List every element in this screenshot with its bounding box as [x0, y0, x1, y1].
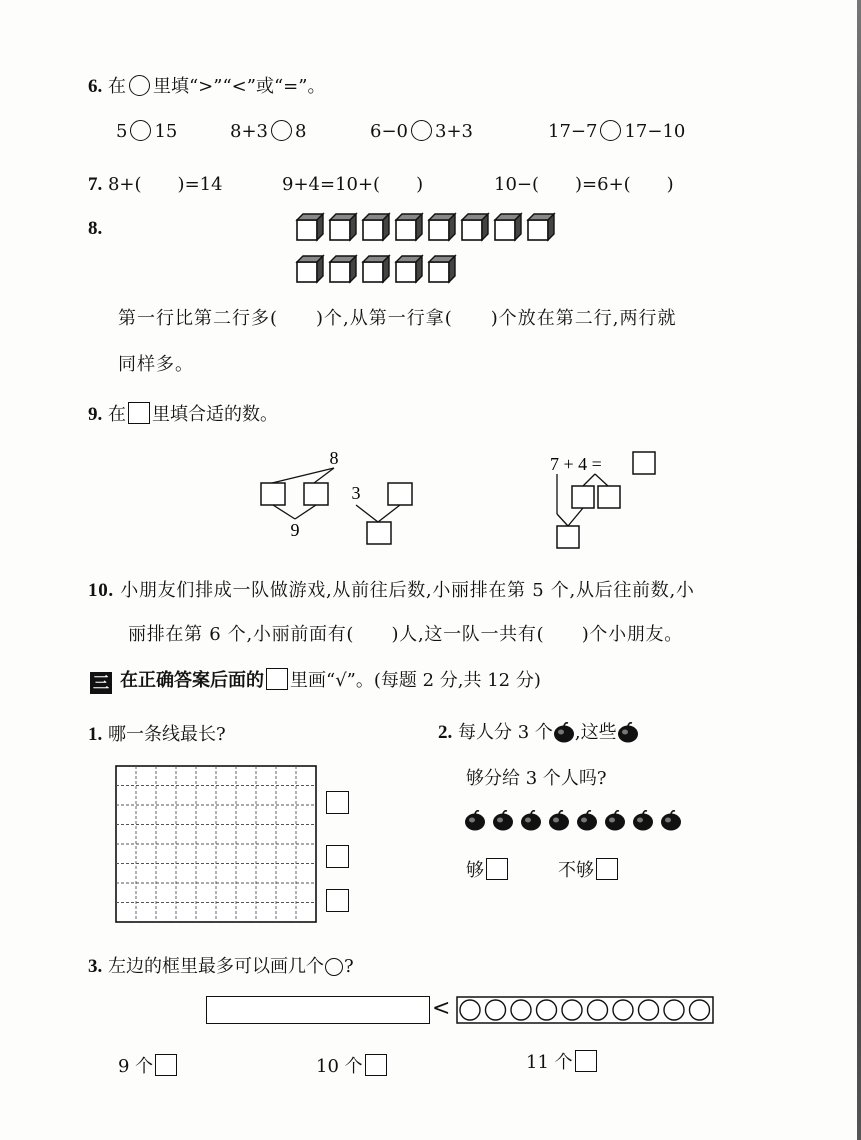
cube-icon	[330, 214, 356, 240]
option-no: 不够	[558, 856, 620, 882]
apple-icon	[617, 721, 639, 743]
option-10: 10 个	[316, 1052, 389, 1078]
circle-icon	[325, 958, 343, 976]
diagram-top-number: 8	[329, 448, 339, 468]
answer-box[interactable]	[326, 845, 349, 868]
cube-icon	[429, 256, 455, 282]
answer-box[interactable]	[557, 526, 579, 548]
problem-1-heading: 1. 哪一条线最长?	[88, 724, 226, 745]
less-than-sign: <	[432, 996, 451, 1021]
answer-box[interactable]	[575, 1050, 597, 1072]
apple-icon	[577, 811, 597, 831]
equation: 9+4=10+( )	[282, 174, 424, 195]
question-10-line-1: 10. 小朋友们排成一队做游戏,从前往后数,小丽排在第 5 个,从后往前数,小	[88, 580, 695, 601]
question-number: 10.	[88, 580, 114, 601]
problem-3-heading: 3. 左边的框里最多可以画几个 ?	[88, 956, 354, 977]
section-badge: 三	[90, 672, 112, 694]
cube-icon	[495, 214, 521, 240]
equation: 10−( )=6+( )	[494, 174, 674, 195]
apple-icon	[661, 811, 681, 831]
square-blank-icon	[266, 668, 288, 690]
apple-icon	[549, 811, 569, 831]
problem-2-line-2: 够分给 3 个人吗?	[466, 768, 607, 789]
cube-icon	[528, 214, 554, 240]
cube-icon	[429, 214, 455, 240]
answer-box[interactable]	[326, 791, 349, 814]
apple-icon	[521, 811, 541, 831]
question-6-heading	[88, 72, 325, 98]
answer-box[interactable]	[572, 486, 594, 508]
question-number: 2.	[438, 722, 453, 743]
apple-icon	[633, 811, 653, 831]
cubes-figure	[295, 212, 595, 288]
question-8-line-1: 第一行比第二行多( )个,从第一行拿( )个放在第二行,两行就	[118, 308, 677, 329]
apple-icon	[493, 811, 513, 831]
question-9-heading: 9. 在 里填合适的数。	[88, 404, 278, 425]
question-number: 3.	[88, 956, 103, 977]
cube-icon	[297, 256, 323, 282]
question-number: 8.	[88, 218, 103, 239]
cube-icon	[330, 256, 356, 282]
question-8-line-2: 同样多。	[118, 354, 194, 375]
diagram-mid-number: 3	[351, 483, 361, 503]
circles-frame	[456, 996, 716, 1026]
answer-box[interactable]	[155, 1054, 177, 1076]
square-blank-icon	[128, 402, 150, 424]
answer-box[interactable]	[304, 483, 328, 505]
answer-box[interactable]	[633, 452, 655, 474]
diagram-equation: 7 + 4 =	[550, 454, 602, 474]
cube-row-1	[297, 214, 554, 240]
apple-icon	[465, 811, 485, 831]
option-11: 11 个	[526, 1048, 599, 1074]
answer-circle[interactable]	[130, 120, 151, 141]
comparison-item: 5 15	[116, 121, 178, 142]
cube-icon	[462, 214, 488, 240]
problem-2-heading: 2. 每人分 3 个 ,这些	[438, 718, 639, 744]
question-7	[88, 170, 223, 196]
comparison-item: 6−0 3+3	[370, 121, 473, 142]
cube-icon	[297, 214, 323, 240]
cube-icon	[396, 214, 422, 240]
question-text: 在	[107, 76, 126, 97]
question-number: 9.	[88, 404, 103, 425]
apple-icon	[553, 721, 575, 743]
answer-box[interactable]	[367, 522, 391, 544]
question-number: 6.	[88, 76, 103, 97]
grid-lines-figure	[114, 764, 319, 926]
circle-blank-icon	[129, 75, 150, 96]
diagram-bottom-number: 9	[290, 520, 300, 540]
answer-box[interactable]	[326, 889, 349, 912]
comparison-item: 17−7 17−10	[548, 121, 686, 142]
answer-box[interactable]	[596, 858, 618, 880]
cube-row-2	[297, 256, 455, 282]
question-number: 1.	[88, 724, 103, 745]
answer-circle[interactable]	[600, 120, 621, 141]
equation: 8+( )=14	[107, 174, 223, 195]
number-split-diagram-1	[250, 446, 430, 551]
empty-frame[interactable]	[206, 996, 430, 1024]
question-10-line-2: 丽排在第 6 个,小丽前面有( )人,这一队一共有( )个小朋友。	[128, 624, 683, 645]
answer-box[interactable]	[261, 483, 285, 505]
comparison-item: 8+3 8	[230, 121, 307, 142]
section-3-heading: 三 在正确答案后面的 里画“√”。(每题 2 分,共 12 分)	[90, 666, 541, 694]
option-yes: 够	[466, 856, 510, 882]
apple-icon	[605, 811, 625, 831]
number-split-diagram-2	[540, 446, 670, 551]
cube-icon	[363, 256, 389, 282]
answer-box[interactable]	[486, 858, 508, 880]
answer-box[interactable]	[598, 486, 620, 508]
apples-row	[462, 806, 692, 836]
question-text: 里填“>”“<”或“=”。	[152, 76, 326, 97]
cube-icon	[363, 214, 389, 240]
cube-icon	[396, 256, 422, 282]
option-9: 9 个	[118, 1052, 179, 1078]
answer-box[interactable]	[388, 483, 412, 505]
page-edge-shadow	[857, 0, 861, 1140]
answer-circle[interactable]	[271, 120, 292, 141]
question-number: 7.	[88, 174, 103, 195]
answer-box[interactable]	[365, 1054, 387, 1076]
answer-circle[interactable]	[411, 120, 432, 141]
